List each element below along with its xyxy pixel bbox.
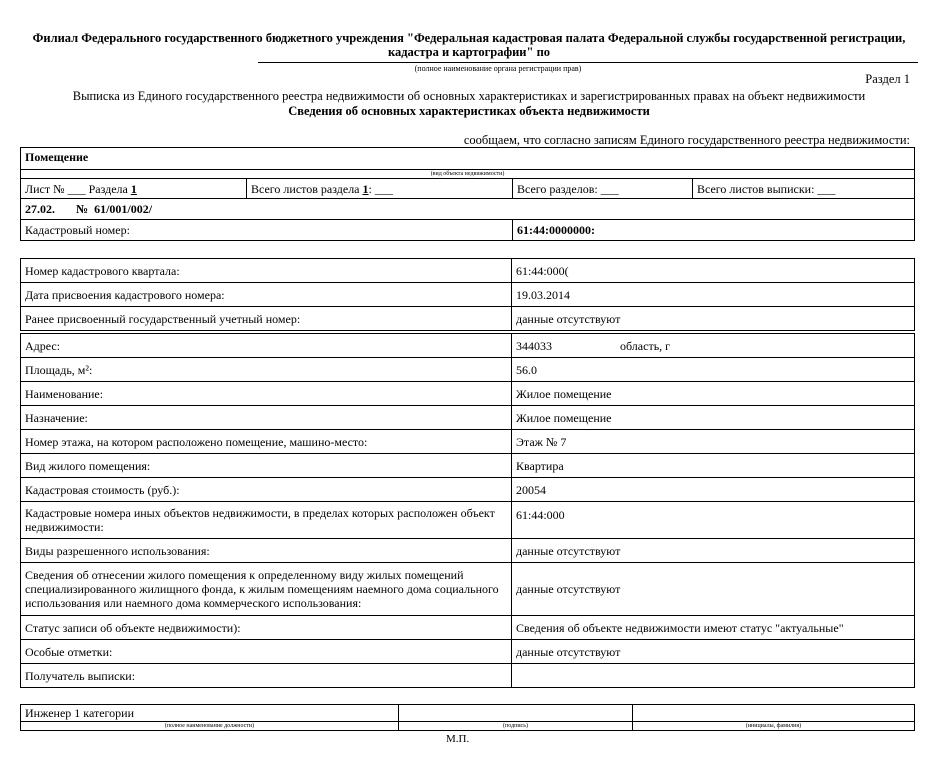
row-value: данные отсутствуют <box>512 640 915 664</box>
table-row <box>21 454 915 478</box>
row-value: 56.0 <box>512 358 915 382</box>
row-value: 19.03.2014 <box>512 283 915 307</box>
table-row <box>21 382 915 406</box>
notice-text: сообщаем, что согласно записям Единого государственного реестра недвижимости: <box>463 133 910 147</box>
row-label: Ранее присвоенный государственный учетный номер: <box>21 307 512 331</box>
detail-table <box>20 333 915 688</box>
table-row <box>21 563 915 616</box>
row-label: Номер этажа, на котором расположено помещение, машино-место: <box>21 430 512 454</box>
signature-field <box>399 705 633 722</box>
org-caption: (полное наименование органа регистрации прав) <box>414 64 582 73</box>
row-value: 61:44:000 <box>512 502 915 539</box>
total-sections: Всего разделов: ___ <box>513 179 693 199</box>
object-header-table <box>20 147 915 241</box>
row-value: Сведения об объекте недвижимости имеют статус "актуальные" <box>512 616 915 640</box>
object-type-caption: (вид объекта недвижимости) <box>21 170 915 179</box>
cadastral-label: Кадастровый номер: <box>21 220 513 241</box>
signature-table <box>20 704 915 731</box>
table-row <box>21 539 915 563</box>
table-row <box>21 664 915 688</box>
row-label: Особые отметки: <box>21 640 512 664</box>
row-label: Сведения об отнесении жилого помещения к определенному виду жилых помещений специализированного жилищного фонда, к жилым помещениям наемного дома социального использования или наемного дома коммерческого использования: <box>21 563 512 616</box>
signer-position: Инженер 1 категории <box>21 705 399 722</box>
table-row <box>21 478 915 502</box>
org-underline <box>258 62 918 63</box>
object-type: Помещение <box>21 148 915 170</box>
position-caption: (полное наименование должности) <box>21 722 399 731</box>
table-row <box>21 358 915 382</box>
sheets-in-section: Всего листов раздела 1: ___ <box>247 179 513 199</box>
table-row <box>21 259 915 283</box>
initials-field <box>633 705 915 722</box>
extract-number: 27.02. № 61/001/002/ <box>21 199 915 220</box>
row-value <box>512 664 915 688</box>
address-value: 344033 область, г <box>512 334 915 358</box>
row-label: Номер кадастрового квартала: <box>21 259 512 283</box>
initials-caption: (инициалы, фамилия) <box>633 722 915 731</box>
row-value: Жилое помещение <box>512 382 915 406</box>
row-label: Вид жилого помещения: <box>21 454 512 478</box>
extract-subtitle: Сведения об основных характеристиках объекта недвижимости <box>288 104 650 118</box>
table-row <box>21 307 915 331</box>
table-row <box>21 640 915 664</box>
row-label: Статус записи об объекте недвижимости): <box>21 616 512 640</box>
row-value: данные отсутствуют <box>512 539 915 563</box>
row-value: данные отсутствуют <box>512 307 915 331</box>
org-name: Филиал Федерального государственного бюджетного учреждения "Федеральная кадастровая палата Федеральной службы государственной регистрации, кадастра и картографии" по <box>32 31 906 59</box>
signature-caption: (подпись) <box>399 722 633 731</box>
table-row <box>21 430 915 454</box>
row-label: Кадастровая стоимость (руб.): <box>21 478 512 502</box>
row-value: Этаж № 7 <box>512 430 915 454</box>
table-row <box>21 283 915 307</box>
row-label: Наименование: <box>21 382 512 406</box>
row-label: Адрес: <box>21 334 512 358</box>
table-row <box>21 334 915 358</box>
row-value: Жилое помещение <box>512 406 915 430</box>
row-value: 20054 <box>512 478 915 502</box>
row-label: Кадастровые номера иных объектов недвижимости, в пределах которых расположен объект недвижимости: <box>21 502 512 539</box>
table-row <box>21 616 915 640</box>
row-label: Назначение: <box>21 406 512 430</box>
table-row <box>21 502 915 539</box>
info-table <box>20 258 915 331</box>
table-row <box>21 406 915 430</box>
sheet-number: Лист № ___ Раздела 1 <box>21 179 247 199</box>
row-label: Дата присвоения кадастрового номера: <box>21 283 512 307</box>
extract-title: Выписка из Единого государственного реестра недвижимости об основных характеристиках и зарегистрированных правах на объект недвижимости <box>72 89 866 103</box>
row-value: 61:44:000( <box>512 259 915 283</box>
stamp-label: М.П. <box>446 733 470 745</box>
cadastral-value: 61:44:0000000: <box>513 220 915 241</box>
row-label: Получатель выписки: <box>21 664 512 688</box>
row-label: Площадь, м²: <box>21 358 512 382</box>
row-value: Квартира <box>512 454 915 478</box>
total-sheets: Всего листов выписки: ___ <box>693 179 915 199</box>
section-label: Раздел 1 <box>865 72 910 86</box>
row-label: Виды разрешенного использования: <box>21 539 512 563</box>
row-value: данные отсутствуют <box>512 563 915 616</box>
